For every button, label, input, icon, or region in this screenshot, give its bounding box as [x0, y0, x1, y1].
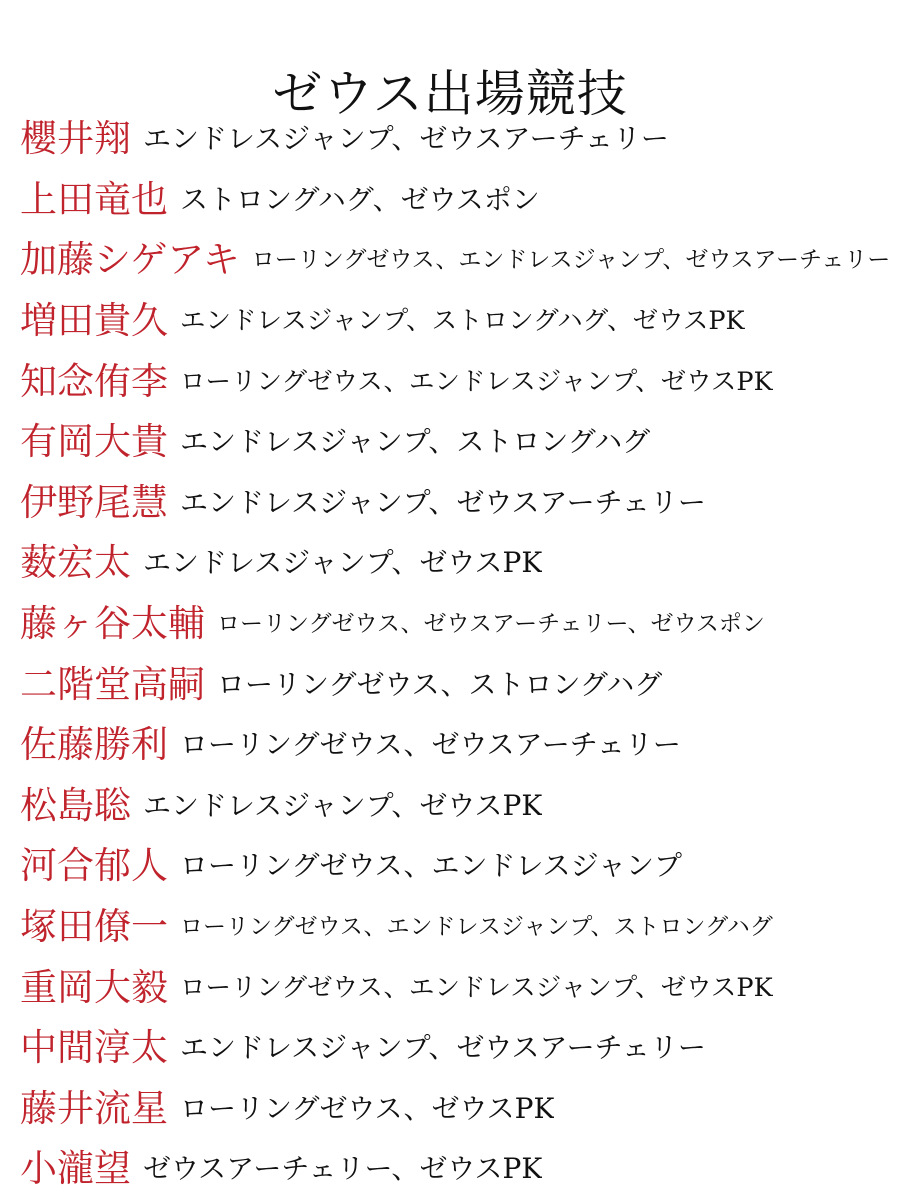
member-name: 伊野尾慧: [20, 480, 168, 524]
member-name: 有岡大貴: [20, 420, 168, 464]
list-item: [20, 1079, 895, 1140]
member-events: ローリングゼウス、ゼウスPK: [180, 1091, 555, 1125]
list-item: [20, 594, 895, 655]
member-name: 小瀧望: [20, 1147, 131, 1191]
list-item: [20, 291, 895, 352]
list-item: [20, 715, 895, 776]
member-name: 塚田僚一: [20, 905, 168, 949]
list-item: [20, 957, 895, 1018]
member-events: エンドレスジャンプ、ゼウスアーチェリー: [180, 1031, 706, 1065]
member-events: ゼウスアーチェリー、ゼウスPK: [143, 1152, 543, 1186]
list-item: [20, 1139, 895, 1200]
member-events: ローリングゼウス、エンドレスジャンプ: [180, 849, 683, 883]
member-events: エンドレスジャンプ、ゼウスアーチェリー: [180, 485, 706, 519]
list-item: [20, 109, 895, 170]
list-item: [20, 836, 895, 897]
list-item: [20, 473, 895, 534]
list-item: [20, 654, 895, 715]
member-name: 増田貴久: [20, 299, 168, 343]
page-title: ゼウス出場競技: [272, 64, 628, 123]
member-events: ローリングゼウス、エンドレスジャンプ、ゼウスPK: [180, 972, 773, 1003]
member-name: 薮宏太: [20, 541, 131, 585]
member-events: エンドレスジャンプ、ストロングハグ、ゼウスPK: [180, 306, 745, 337]
member-name: 櫻井翔: [20, 117, 131, 161]
member-name: 二階堂高嗣: [20, 662, 205, 706]
list-item: [20, 1018, 895, 1079]
member-events: エンドレスジャンプ、ストロングハグ: [180, 425, 651, 459]
member-name: 藤井流星: [20, 1086, 168, 1130]
member-events: エンドレスジャンプ、ゼウスPK: [143, 788, 543, 822]
member-name: 中間淳太: [20, 1026, 168, 1070]
member-events: ローリングゼウス、エンドレスジャンプ、ストロングハグ: [180, 914, 773, 941]
member-name: 佐藤勝利: [20, 723, 168, 767]
list-item: [20, 533, 895, 594]
member-events: ローリングゼウス、エンドレスジャンプ、ゼウスPK: [180, 366, 773, 397]
member-name: 重岡大毅: [20, 965, 168, 1009]
member-events: ストロングハグ、ゼウスポン: [180, 182, 540, 216]
list-item: [20, 897, 895, 958]
member-events: ローリングゼウス、ストロングハグ: [217, 667, 663, 701]
member-name: 上田竜也: [20, 177, 168, 221]
list-item: [20, 412, 895, 473]
list-item: [20, 776, 895, 837]
member-name: 知念侑李: [20, 359, 168, 403]
member-name: 河合郁人: [20, 844, 168, 888]
member-events: ローリングゼウス、ゼウスアーチェリー: [180, 728, 681, 762]
member-events: ローリングゼウス、ゼウスアーチェリー、ゼウスポン: [217, 611, 765, 638]
member-events: エンドレスジャンプ、ゼウスPK: [143, 546, 543, 580]
member-name: 加藤シゲアキ: [20, 238, 240, 282]
member-name: 松島聡: [20, 783, 131, 827]
member-name: 藤ヶ谷太輔: [20, 602, 205, 646]
list-item: [20, 170, 895, 231]
entry-list: [20, 109, 895, 1200]
list-item: [20, 351, 895, 412]
list-item: [20, 230, 895, 291]
member-events: エンドレスジャンプ、ゼウスアーチェリー: [143, 122, 669, 156]
member-events: ローリングゼウス、エンドレスジャンプ、ゼウスアーチェリー: [251, 247, 891, 274]
